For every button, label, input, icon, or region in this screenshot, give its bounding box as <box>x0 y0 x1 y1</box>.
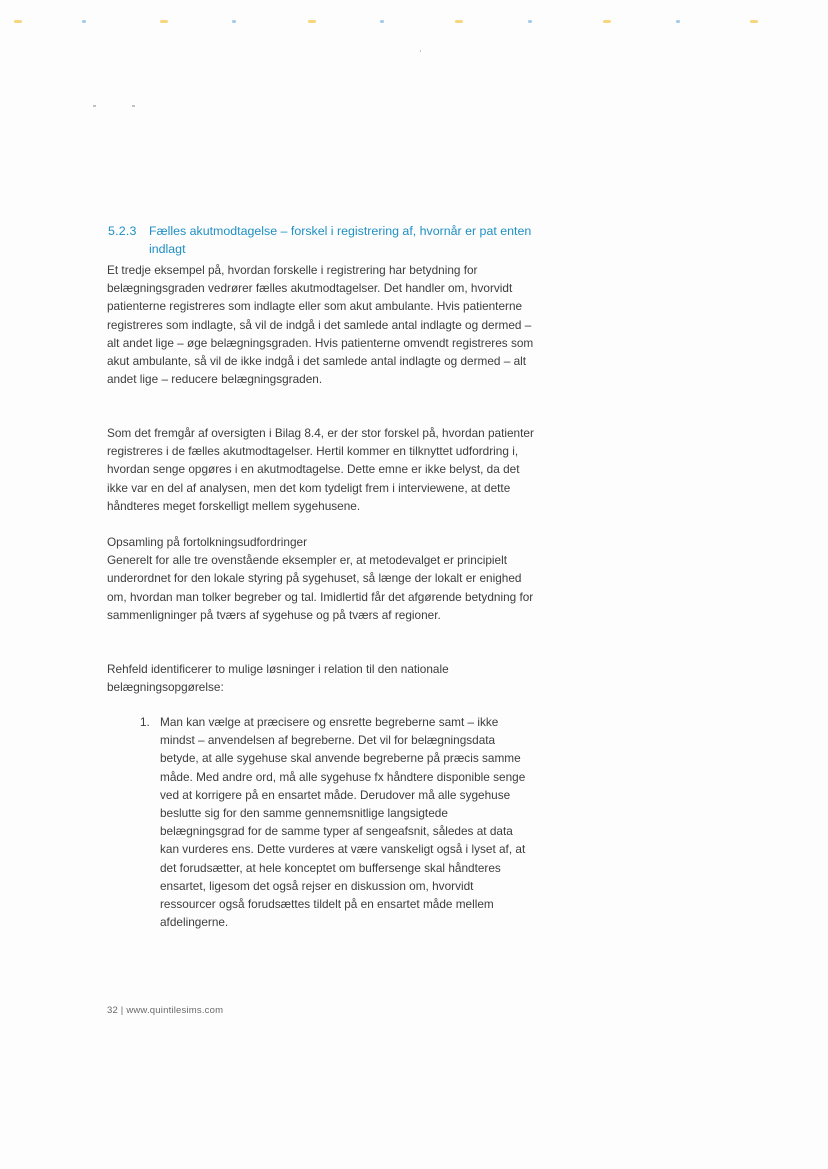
scan-mark <box>603 20 611 23</box>
scan-mark <box>14 20 22 23</box>
page-footer: 32 | www.quintilesims.com <box>107 1005 224 1016</box>
scan-speck <box>132 105 135 107</box>
scan-speck <box>93 105 96 107</box>
section-title: Fælles akutmodtagelse – forskel i registrering af, hvornår er pat enten indlagt <box>149 224 532 256</box>
scan-mark <box>160 20 168 23</box>
scan-mark <box>455 20 463 23</box>
scan-mark <box>750 20 758 23</box>
scan-mark <box>380 20 384 23</box>
section-number: 5.2.3 <box>108 224 137 238</box>
list-item-text: Man kan vælge at præcisere og ensrette begreberne samt – ikke mindst – anvendelsen af begreberne. Det vil for belægningsdata betyde, at alle sygehuse skal anvende begreberne på præcis samme måde. Med andre ord, må alle sygehuse fx håndtere disponible senge ved at korrigere på en ensartet måde. Derudover må alle sygehuse beslutte sig for den samme gennemsnitlige langsigtede belægningsgrad for de samme typer af sengeafsnit, således at data kan vurderes ens. Dette vurderes at være vanskeligt også i lyset af, at det forudsætter, at hele konceptet om buffersenge skal håndteres ensartet, ligesom det også rejser en diskussion om, hvorvidt ressourcer også forudsættes tildelt på en ensartet måde mellem afdelingerne. <box>160 715 526 930</box>
scan-mark <box>528 20 532 23</box>
paragraph: Som det fremgår af oversigten i Bilag 8.4, er der stor forskel på, hvordan patienter registreres i de fælles akutmodtagelser. Hertil kommer en tilknyttet udfordring i, hvordan senge opgøres i en akutmodtagelse. Dette emne er ikke belyst, da det ikke var en del af analysen, men det kom tydeligt frem i interviewene, at dette håndteres meget forskelligt mellem sygehusene. <box>107 426 534 513</box>
list-item-number: 1. <box>140 715 150 729</box>
section-heading <box>108 222 548 258</box>
paragraph: Rehfeld identificerer to mulige løsninger i relation til den nationale belægningsopgørelse: <box>107 662 449 695</box>
scan-speck <box>420 50 421 52</box>
paragraph: Et tredje eksempel på, hvordan forskelle i registrering har betydning for belægningsgraden vedrører fælles akutmodtagelser. Det handler om, hvorvidt patienterne registreres som indlagte eller som akut ambulante. Hvis patienterne registreres som indlagte, så vil de indgå i det samlede antal indlagte og dermed – alt andet lige – øge belægningsgraden. Hvis patienterne omvendt registreres som akut ambulante, så vil de ikke indgå i det samlede antal indlagte og dermed – alt andet lige – reducere belægningsgraden. <box>107 263 534 387</box>
scan-mark <box>676 20 680 23</box>
scan-marks <box>0 20 828 26</box>
list-item <box>140 713 530 931</box>
solution-list <box>140 713 530 931</box>
scan-mark <box>82 20 86 23</box>
scan-mark <box>308 20 316 23</box>
paragraph: Opsamling på fortolkningsudfordringer Generelt for alle tre ovenstående eksempler er, at metodevalget er principielt underordnet for den lokale styring på sygehuset, så længe der lokalt er enighed om, hvordan man tolker begreber og tal. Imidlertid får det afgørende betydning for sammenligninger på tværs af sygehuse og på tværs af regioner. <box>107 535 534 622</box>
scan-mark <box>232 20 236 23</box>
